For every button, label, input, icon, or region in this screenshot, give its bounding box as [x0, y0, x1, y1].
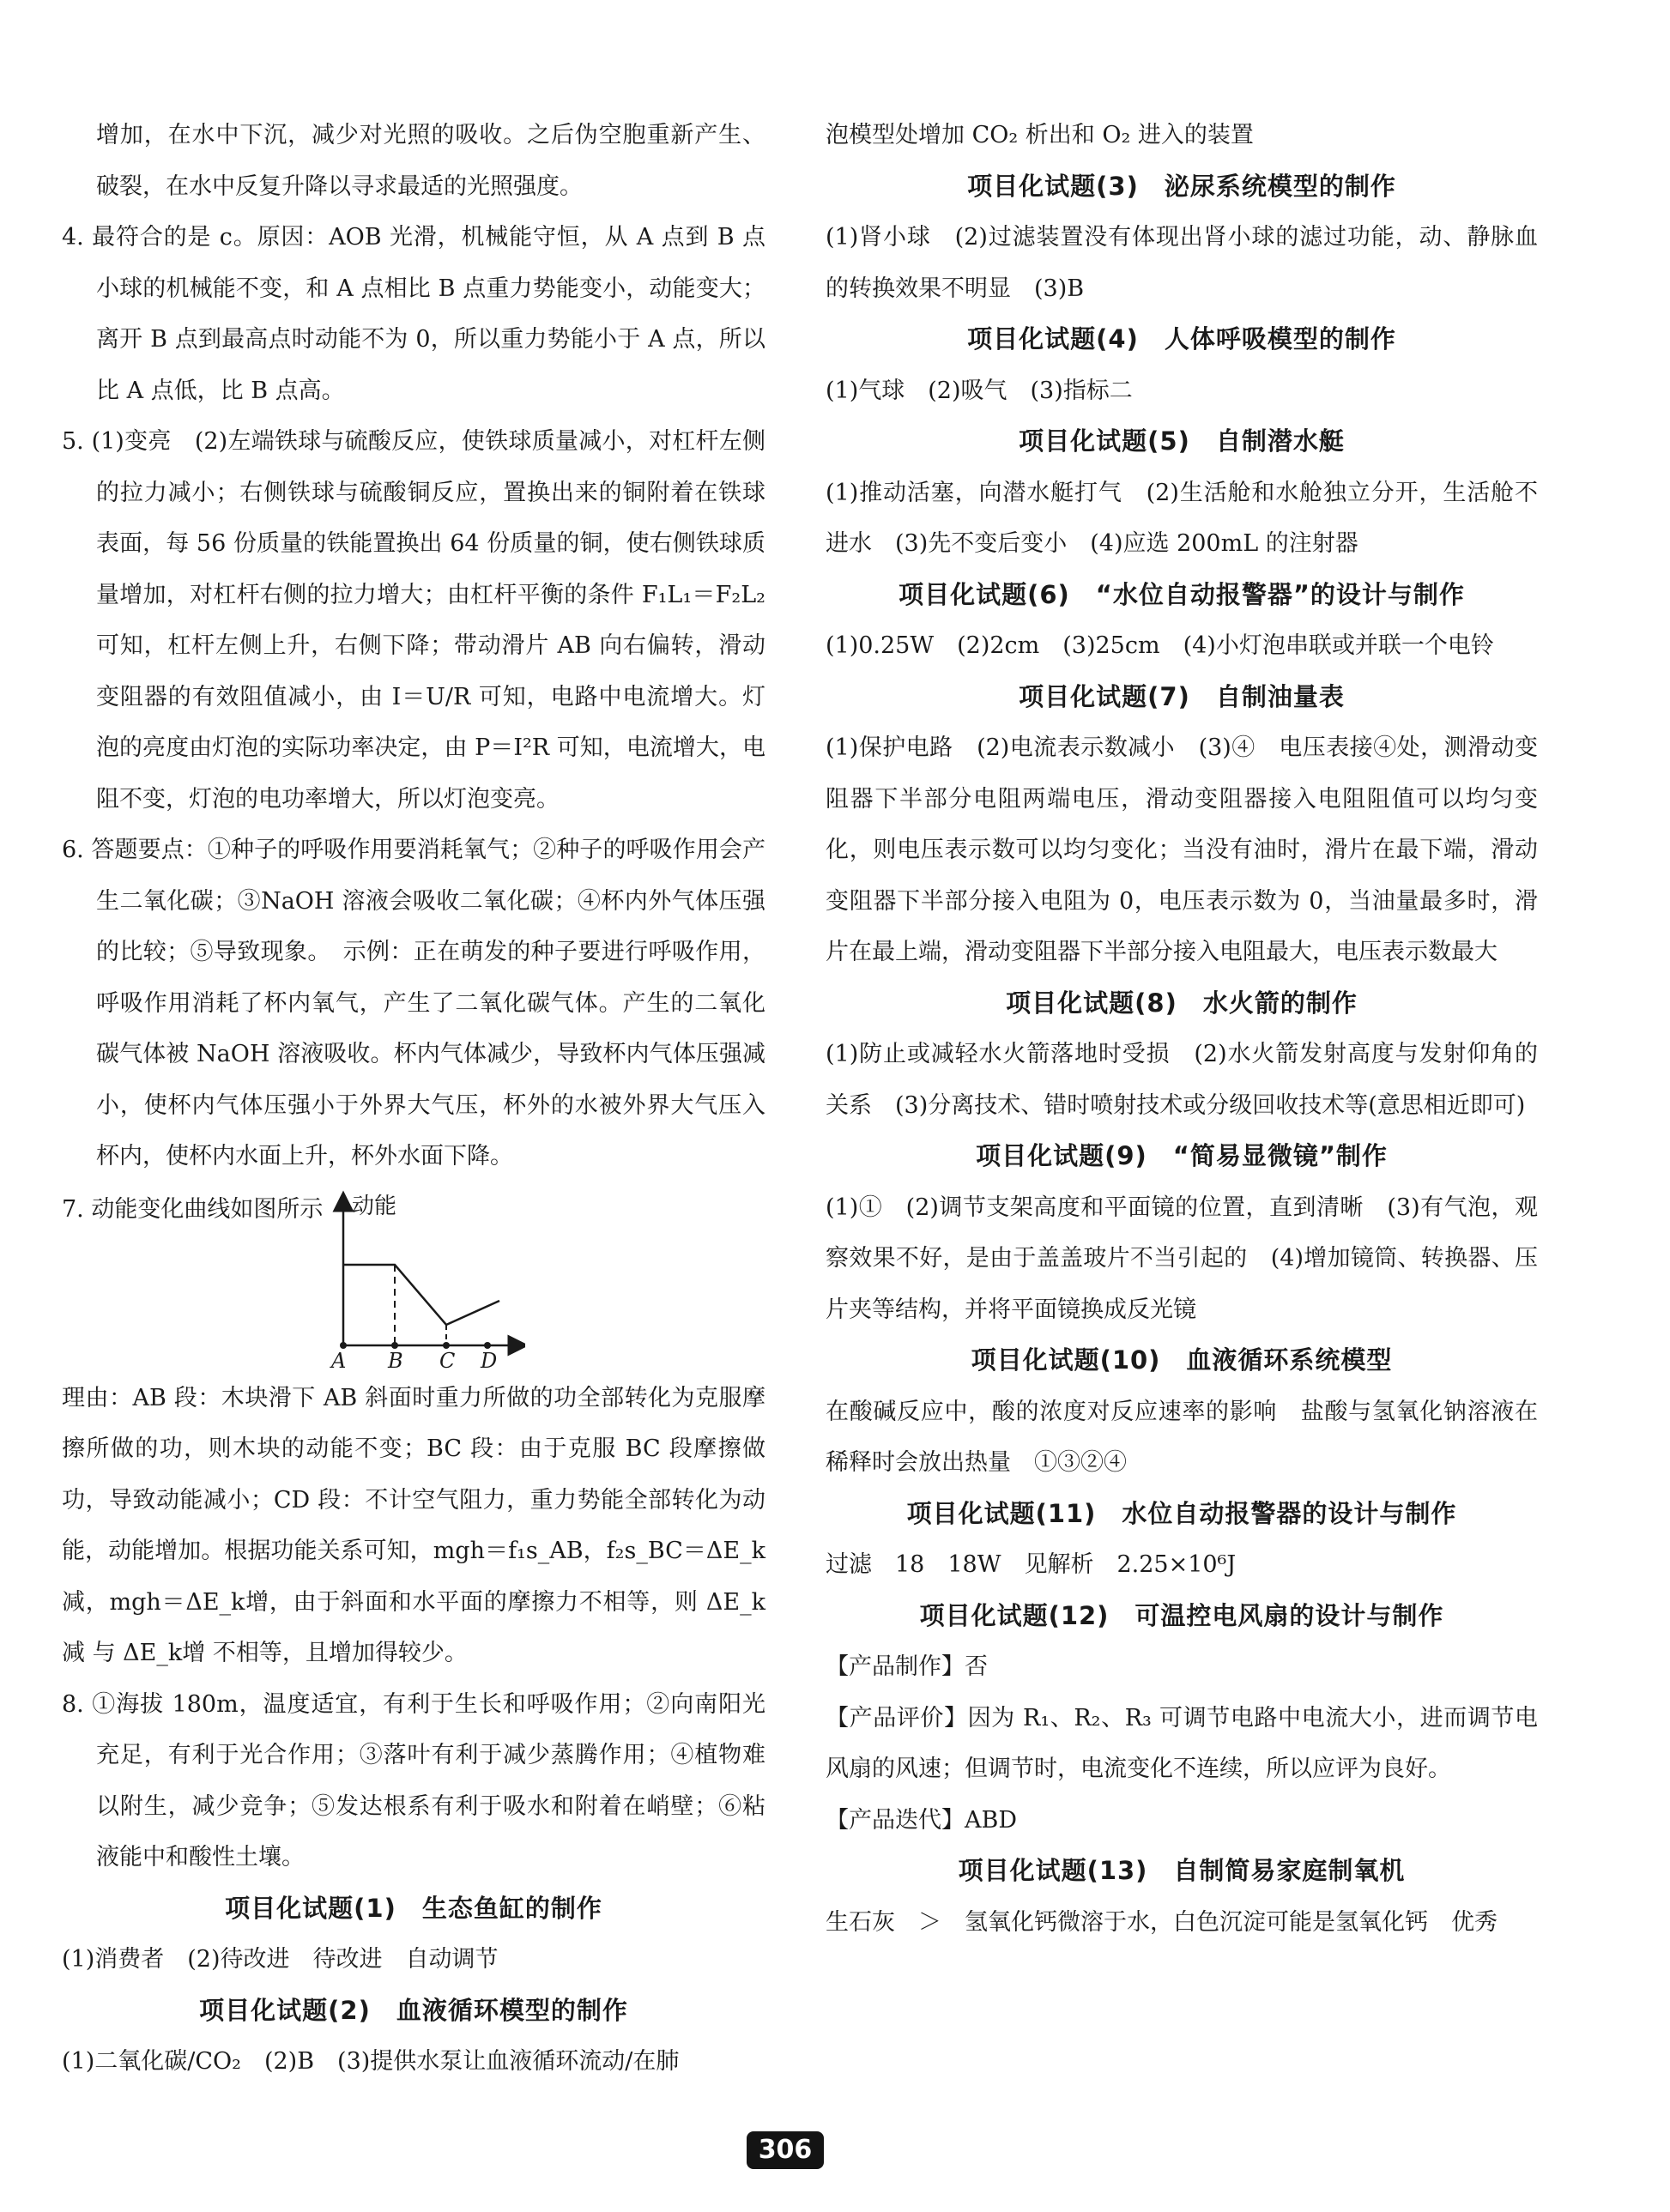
- answer-q5: 5. (1)变亮 (2)左端铁球与硫酸反应，使铁球质量减小，对杠杆左侧的拉力减小；右侧铁球与硫酸铜反应，置换出来的铜附着在铁球表面，每 56 份质量的铁能置换出 64 份质量的铜，使右侧铁球质量增加，对杠杆右侧的拉力增大；由杠杆平衡的条件 F₁L₁＝F₂L₂ 可知，杠杆左侧上升，右侧下降；带动滑片 AB 向右偏转，滑动变阻器的有效阻值减小，由 I＝U/R 可知，电路中电流增大。灯泡的亮度由灯泡的实际功率决定，由 P＝I²R 可知，电流增大，电阻不变，灯泡的电功率增大，所以灯泡变亮。: [62, 428, 765, 813]
- section-answer-10: 在酸碱反应中，酸的浓度对反应速率的影响 盐酸与氢氧化钠溶液在稀释时会放出热量 ①③②④: [826, 1398, 1538, 1476]
- section-title-6: 项目化试题(6) “水位自动报警器”的设计与制作: [899, 579, 1465, 609]
- answer-q7-caption: 7. 动能变化曲线如图所示: [62, 1195, 324, 1223]
- section-answer-9: (1)① (2)调节支架高度和平面镜的位置，直到清晰 (3)有气泡，观察效果不好，是由于盖盖玻片不当引起的 (4)增加镜筒、转换器、压片夹等结构，并将平面镜换成反光镜: [826, 1194, 1538, 1323]
- section-answer-11: 过滤 18 18W 见解析 2.25×10⁶J: [826, 1551, 1237, 1578]
- section-answer-3: (1)肾小球 (2)过滤装置没有体现出肾小球的滤过功能，动、静脉血的转换效果不明显 (3)B: [826, 224, 1538, 302]
- right-column: [826, 110, 1538, 1948]
- product-making-label: 【产品制作】: [826, 1653, 965, 1680]
- section-answer-5: (1)推动活塞，向潜水艇打气 (2)生活舱和水舱独立分开，生活舱不进水 (3)先不变后变小 (4)应选 200mL 的注射器: [826, 479, 1538, 557]
- section-answer-7: (1)保护电路 (2)电流表示数减小 (3)④ 电压表接④处，测滑动变阻器下半部分电阻两端电压，滑动变阻器接入电阻阻值可以均匀变化，则电压表示数可以均匀变化；当没有油时，滑片在最下端，滑动变阻器下半部分接入电阻为 0，电压表示数为 0，当油量最多时，滑片在最上端，滑动变阻器下半部分接入电阻最大，电压表示数最大: [826, 734, 1538, 965]
- point-c: [443, 1342, 450, 1349]
- x-label-b: B: [388, 1348, 403, 1371]
- section-title-11: 项目化试题(11) 水位自动报警器的设计与制作: [906, 1498, 1457, 1528]
- kinetic-energy-graph: [319, 1189, 525, 1371]
- product-evaluation-answer: 因为 R₁、R₂、R₃ 可调节电路中电流大小，进而调节电风扇的风速；但调节时，电流变化不连续，所以应评为良好。: [826, 1704, 1539, 1782]
- product-iteration-line: [826, 1795, 1538, 1846]
- section-answer-13: 生石灰 ＞ 氢氧化钙微溶于水，白色沉淀可能是氢氧化钙 优秀: [826, 1908, 1498, 1936]
- page-number: 306: [747, 2131, 824, 2169]
- answer-q7-reason: 理由：AB 段：木块滑下 AB 斜面时重力所做的功全部转化为克服摩擦所做的功，则木块的动能不变；BC 段：由于克服 BC 段摩擦做功，导致动能减小；CD 段：不计空气阻力，重力势能全部转化为动能，动能增加。根据功能关系可知，mgh＝f₁s_AB，f₂s_BC＝ΔE_k减，mgh＝ΔE_k增，由于斜面和水平面的摩擦力不相等，则 ΔE_k减 与 ΔE_k增 不相等，且增加得较少。: [62, 1384, 765, 1666]
- section-answer-2-continued: 泡模型处增加 CO₂ 析出和 O₂ 进入的装置: [826, 122, 1254, 148]
- answer-q6: 6. 答题要点：①种子的呼吸作用要消耗氧气；②种子的呼吸作用会产生二氧化碳；③NaOH 溶液会吸收二氧化碳；④杯内外气体压强的比较；⑤导致现象。 示例：正在萌发的种子要进行呼吸作用，呼吸作用消耗了杯内氧气，产生了二氧化碳气体。产生的二氧化碳气体被 NaOH 溶液吸收。杯内气体减少，导致杯内气体压强减小，使杯内气体压强小于外界大气压，杯外的水被外界大气压入杯内，使杯内水面上升，杯外水面下降。: [62, 837, 765, 1169]
- kinetic-energy-curve: [343, 1265, 499, 1325]
- section-answer-1: (1)消费者 (2)待改进 待改进 自动调节: [62, 1946, 499, 1973]
- section-title-7: 项目化试题(7) 自制油量表: [1019, 681, 1345, 711]
- section-title-10: 项目化试题(10) 血液循环系统模型: [971, 1345, 1393, 1375]
- product-iteration-answer: ABD: [965, 1806, 1017, 1834]
- y-axis-label: 动能: [352, 1193, 397, 1219]
- section-title-5: 项目化试题(5) 自制潜水艇: [1019, 426, 1345, 456]
- section-title-9: 项目化试题(9) “简易显微镜”制作: [976, 1141, 1388, 1170]
- section-title-3: 项目化试题(3) 泌尿系统模型的制作: [967, 171, 1396, 201]
- point-d: [484, 1342, 491, 1349]
- product-making-line: [826, 1641, 1538, 1693]
- product-evaluation-label: 【产品评价】: [826, 1704, 968, 1732]
- answer-q8: 8. ①海拔 180m，温度适宜，有利于生长和呼吸作用；②向南阳光充足，有利于光合作用；③落叶有利于减少蒸腾作用；④植物难以附生，减少竞争；⑤发达根系有利于吸水和附着在峭壁；⑥粘液能中和酸性土壤。: [62, 1690, 765, 1871]
- section-answer-4: (1)气球 (2)吸气 (3)指标二: [826, 377, 1133, 404]
- kinetic-energy-figure-row: [62, 1184, 765, 1373]
- answer-paragraph: 增加，在水中下沉，减少对光照的吸收。之后伪空胞重新产生、破裂，在水中反复升降以寻求最适的光照强度。: [96, 122, 765, 200]
- section-title-1: 项目化试题(1) 生态鱼缸的制作: [225, 1893, 602, 1923]
- section-title-8: 项目化试题(8) 水火箭的制作: [1006, 988, 1358, 1018]
- point-b: [391, 1342, 398, 1349]
- left-column: [62, 110, 765, 2088]
- product-evaluation-line: [826, 1693, 1538, 1795]
- x-label-c: C: [439, 1348, 456, 1371]
- section-title-4: 项目化试题(4) 人体呼吸模型的制作: [967, 324, 1396, 354]
- product-making-answer: 否: [965, 1653, 988, 1680]
- product-iteration-label: 【产品迭代】: [826, 1806, 965, 1834]
- x-label-a: A: [331, 1348, 347, 1371]
- section-title-2: 项目化试题(2) 血液循环模型的制作: [199, 1995, 628, 2025]
- answer-q4: 4. 最符合的是 c。原因：AOB 光滑，机械能守恒，从 A 点到 B 点小球的机械能不变，和 A 点相比 B 点重力势能变小，动能变大；离开 B 点到最高点时动能不为 0，所以重力势能小于 A 点，所以比 A 点低，比 B 点高。: [62, 224, 765, 404]
- section-title-13: 项目化试题(13) 自制简易家庭制氧机: [958, 1856, 1406, 1885]
- point-a: [340, 1342, 347, 1349]
- section-answer-6: (1)0.25W (2)2cm (3)25cm (4)小灯泡串联或并联一个电铃: [826, 632, 1494, 659]
- x-label-d: D: [481, 1348, 498, 1371]
- section-answer-2: (1)二氧化碳/CO₂ (2)B (3)提供水泵让血液循环流动/在肺: [62, 2048, 680, 2075]
- section-title-12: 项目化试题(12) 可温控电风扇的设计与制作: [919, 1600, 1444, 1630]
- section-answer-8: (1)防止或减轻水火箭落地时受损 (2)水火箭发射高度与发射仰角的关系 (3)分离技术、错时喷射技术或分级回收技术等(意思相近即可): [826, 1041, 1538, 1119]
